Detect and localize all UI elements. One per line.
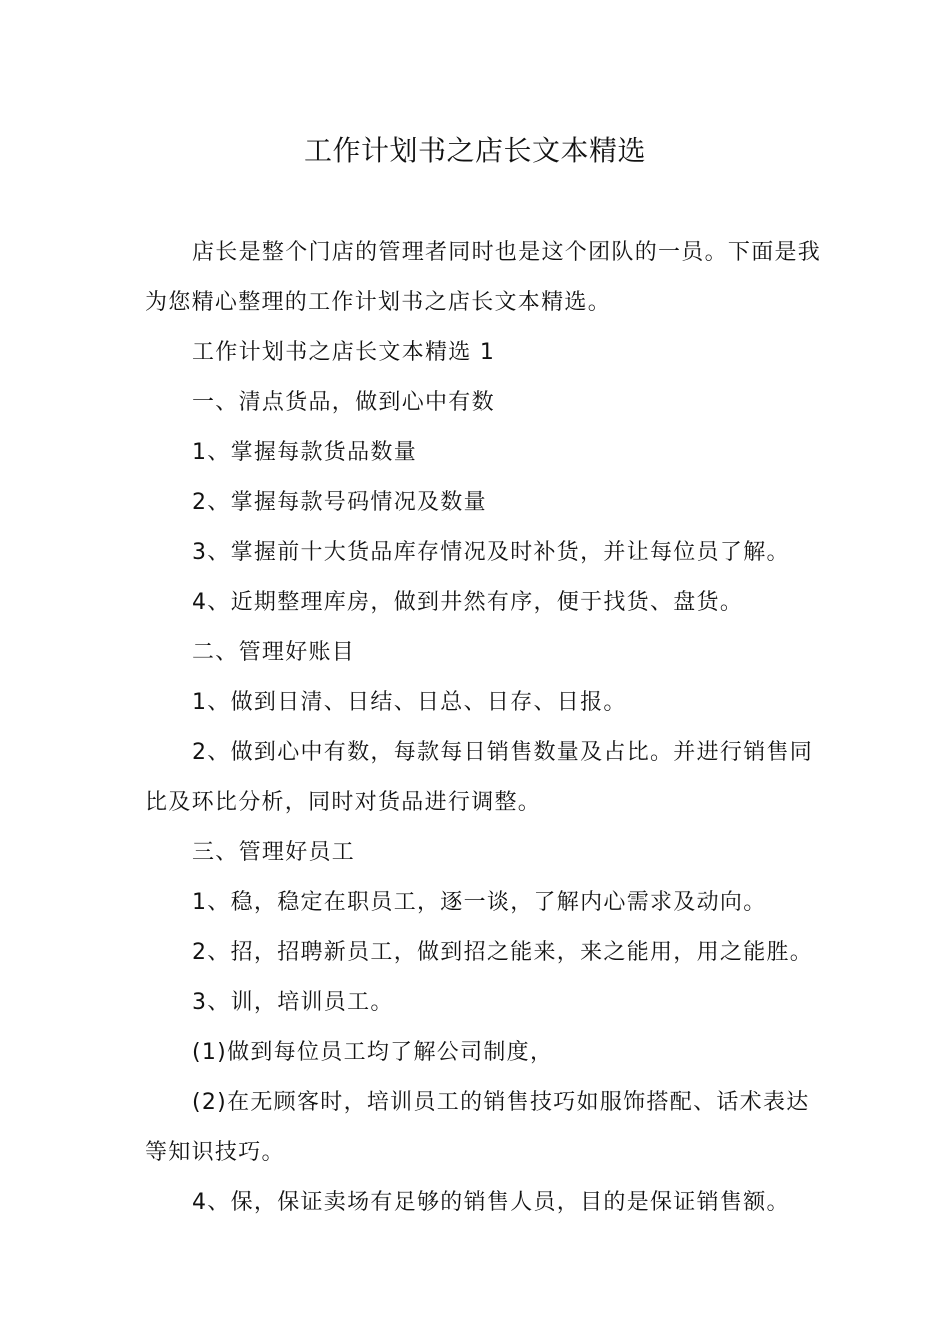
list-item: 1、掌握每款货品数量	[192, 440, 417, 465]
paragraph-intro: 店长是整个门店的管理者同时也是这个团队的一员。下面是我为您精心整理的工作计划书之店长文本精选。	[145, 240, 822, 315]
document-body	[145, 228, 825, 1228]
sub-list-item: (2)在无顾客时，培训员工的销售技巧如服饰搭配、话术表达等知识技巧。	[145, 1090, 810, 1165]
sub-list-item: (1)做到每位员工均了解公司制度，	[192, 1040, 554, 1065]
list-item: 3、掌握前十大货品库存情况及时补货，并让每位员了解。	[192, 540, 790, 565]
list-item: 1、做到日清、日结、日总、日存、日报。	[192, 690, 627, 715]
section-heading-inventory: 一、清点货品，做到心中有数	[192, 390, 495, 415]
list-item: 1、稳，稳定在职员工，逐一谈，了解内心需求及动向。	[192, 890, 767, 915]
section-heading-accounts: 二、管理好账目	[192, 640, 356, 665]
list-item: 3、训，培训员工。	[192, 990, 394, 1015]
list-item: 4、近期整理库房，做到井然有序，便于找货、盘货。	[192, 590, 744, 615]
list-item: 2、做到心中有数，每款每日销售数量及占比。并进行销售同比及环比分析，同时对货品进行调整。	[145, 740, 814, 815]
section-heading-plan-1: 工作计划书之店长文本精选 1	[192, 340, 496, 365]
document-title: 工作计划书之店长文本精选	[303, 134, 646, 167]
list-item: 2、掌握每款号码情况及数量	[192, 490, 487, 515]
list-item: 4、保，保证卖场有足够的销售人员，目的是保证销售额。	[192, 1190, 790, 1215]
list-item: 2、招，招聘新员工，做到招之能来，来之能用，用之能胜。	[192, 940, 814, 965]
section-heading-staff: 三、管理好员工	[192, 840, 356, 865]
